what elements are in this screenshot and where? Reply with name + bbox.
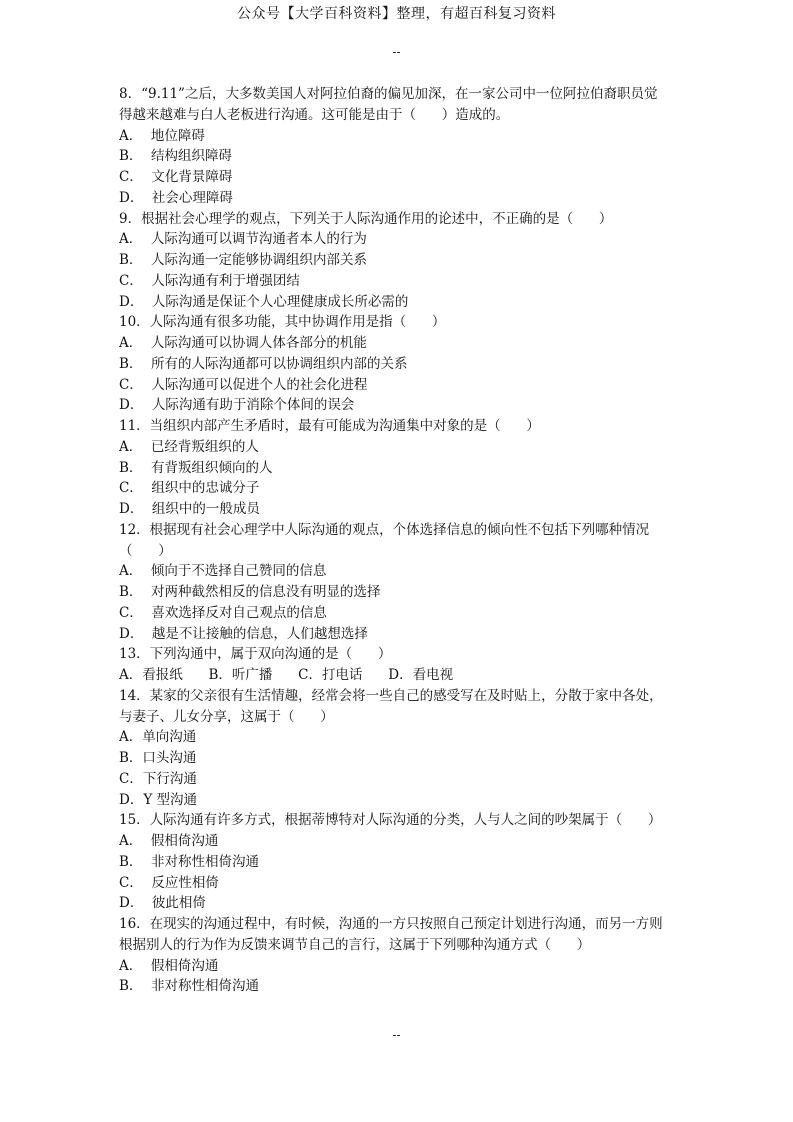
text-line: 16．在现实的沟通过程中，有时候，沟通的一方只按照自己预定计划进行沟通，而另一方则 [119,916,663,932]
text-line: B． 对两种截然相反的信息没有明显的选择 [119,584,381,600]
page-mark-bottom: -- [392,1028,401,1042]
text-line: 12．根据现有社会心理学中人际沟通的观点，个体选择信息的倾向性不包括下列哪种情况 [119,521,650,538]
text-line: B． 结构组织障碍 [119,148,233,165]
text-line: 14．某家的父亲很有生活情趣，经常会将一些自己的感受写在及时贴上，分散于家中各处， [119,687,663,704]
text-line: D． 社会心理障碍 [119,189,233,206]
text-line: C． 人际沟通有利于增强团结 [119,272,300,289]
text-line: 与妻子、儿女分享，这属于（ ） [119,708,334,725]
text-line: B． 所有的人际沟通都可以协调组织内部的关系 [119,355,408,372]
text-line: A． 地位障碍 [119,127,205,144]
text-line: A． 人际沟通可以调节沟通者本人的行为 [119,231,367,248]
text-line: A． 人际沟通可以协调人体各部分的机能 [119,335,367,351]
text-line: C． 反应性相倚 [119,874,219,891]
text-line: 10．人际沟通有很多功能，其中协调作用是指（ ） [119,314,446,331]
text-line: D． 越是不让接触的信息，人们越想选择 [119,625,368,642]
text-line: A． 假相倚沟通 [119,833,219,849]
text-line: A． 假相倚沟通 [119,957,219,974]
text-line: D．Y 型沟通 [119,791,198,808]
text-line: A． 倾向于不选择自己赞同的信息 [119,563,327,580]
text-line: 11．当组织内部产生矛盾时，最有可能成为沟通集中对象的是（ ） [119,418,540,434]
text-line: C． 文化背景障碍 [119,169,233,185]
text-line: B． 非对称性相倚沟通 [119,978,260,995]
page-mark-top: -- [392,45,401,59]
text-line: C． 组织中的忠诚分子 [119,480,260,497]
text-line: C． 喜欢选择反对自己观点的信息 [119,604,327,621]
text-line: C．下行沟通 [119,770,197,787]
text-line: B． 有背叛组织倾向的人 [119,459,273,476]
text-line: D． 人际沟通有助于消除个体间的误会 [119,397,355,414]
text-line: 9．根据社会心理学的观点，下列关于人际沟通作用的论述中，不正确的是（ ） [119,210,613,227]
text-line: 得越来越难与白人老板进行沟通。这可能是由于（ ）造成的。 [119,106,510,123]
text-line: B． 人际沟通一定能够协调组织内部关系 [119,252,368,268]
text-line: C． 人际沟通可以促进个人的社会化进程 [119,376,368,393]
text-line: 13．下列沟通中，属于双向沟通的是（ ） [119,646,392,663]
text-line: 根据别人的行为作为反馈来调节自己的言行，这属于下列哪种沟通方式（ ） [119,936,591,953]
question-text [119,84,679,997]
text-line: 8．“9.11”之后，大多数美国人对阿拉伯裔的偏见加深，在一家公司中一位阿拉伯裔职员觉 [119,86,658,102]
text-line: A．单向沟通 [119,729,197,746]
text-line: D． 组织中的一般成员 [119,501,260,517]
text-line: （ ） [119,542,172,559]
text-line: A．看报纸 B．听广播 C．打电话 D．看电视 [119,667,454,683]
text-line: B．口头沟通 [119,750,197,766]
text-line: D． 彼此相倚 [119,895,206,912]
text-line: A． 已经背叛组织的人 [119,438,259,455]
text-line: 15．人际沟通有许多方式，根据蒂博特对人际沟通的分类，人与人之间的吵架属于（ ） [119,812,662,829]
text-line: B． 非对称性相倚沟通 [119,853,260,870]
text-line: D． 人际沟通是保证个人心理健康成长所必需的 [119,293,409,310]
page-header: 公众号【大学百科资料】整理，有超百科复习资料 [237,6,556,22]
